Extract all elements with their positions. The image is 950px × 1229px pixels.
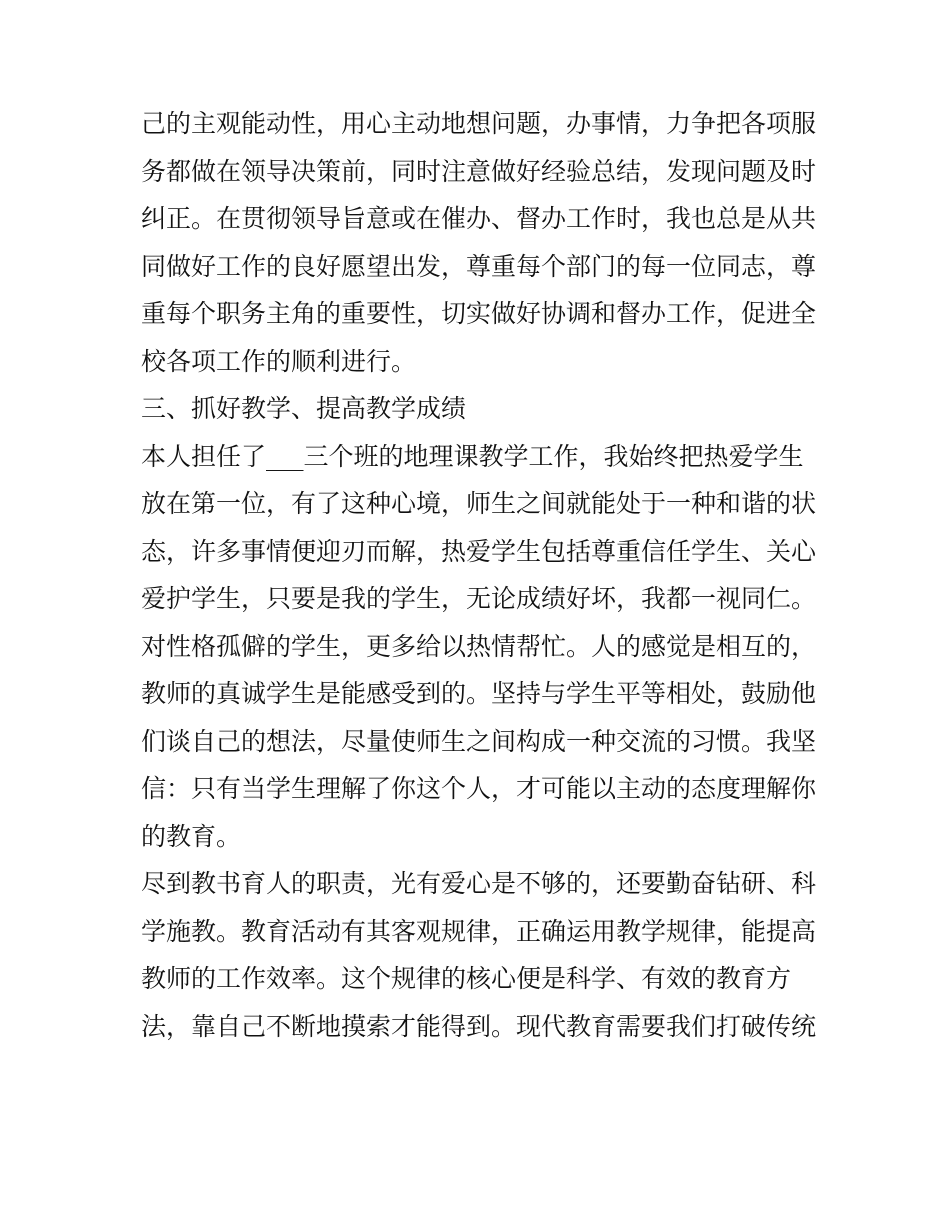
text-line: 教师的工作效率。这个规律的核心便是科学、有效的教育方 xyxy=(141,964,792,993)
text-line: 重每个职务主角的重要性，切实做好协调和督办工作，促进全 xyxy=(141,299,817,328)
text-line: 学施教。教育活动有其客观规律，正确运用教学规律，能提高 xyxy=(141,916,817,946)
text-line: 务都做在领导决策前，同时注意做好经验总结，发现问题及时 xyxy=(141,156,817,186)
text-line: 的教育。 xyxy=(141,821,242,851)
text-line: 信：只有当学生理解了你这个人，才可能以主动的态度理解你 xyxy=(141,774,817,803)
document-body xyxy=(141,100,821,1050)
text-line: 爱护学生，只要是我的学生，无论成绩好坏，我都一视同仁。 xyxy=(141,584,817,613)
section-heading: 三、抓好教学、提高教学成绩 xyxy=(141,394,467,423)
text-line: 放在第一位，有了这种心境，师生之间就能处于一种和谐的状 xyxy=(141,489,817,518)
text-line: 们谈自己的想法，尽量使师生之间构成一种交流的习惯。我坚 xyxy=(141,726,817,756)
text-line: 对性格孤僻的学生，更多给以热情帮忙。人的感觉是相互的， xyxy=(141,631,817,661)
text-line: 教师的真诚学生是能感受到的。坚持与学生平等相处，鼓励他 xyxy=(141,679,817,708)
text-line: 法，靠自己不断地摸索才能得到。现代教育需要我们打破传统 xyxy=(141,1011,817,1041)
text-line: 尽到教书育人的职责，光有爱心是不够的，还要勤奋钻研、科 xyxy=(141,869,817,898)
text-line: 态，许多事情便迎刃而解，热爱学生包括尊重信任学生、关心 xyxy=(141,536,817,566)
text-line: 己的主观能动性，用心主动地想问题，办事情，力争把各项服 xyxy=(141,109,817,138)
text-line: 同做好工作的良好愿望出发，尊重每个部门的每一位同志，尊 xyxy=(141,251,817,281)
text-line: 纠正。在贯彻领导旨意或在催办、督办工作时，我也总是从共 xyxy=(141,204,817,233)
text-line: 校各项工作的顺利进行。 xyxy=(141,346,417,376)
text-line: 本人担任了___三个班的地理课教学工作，我始终把热爱学生 xyxy=(141,441,804,471)
